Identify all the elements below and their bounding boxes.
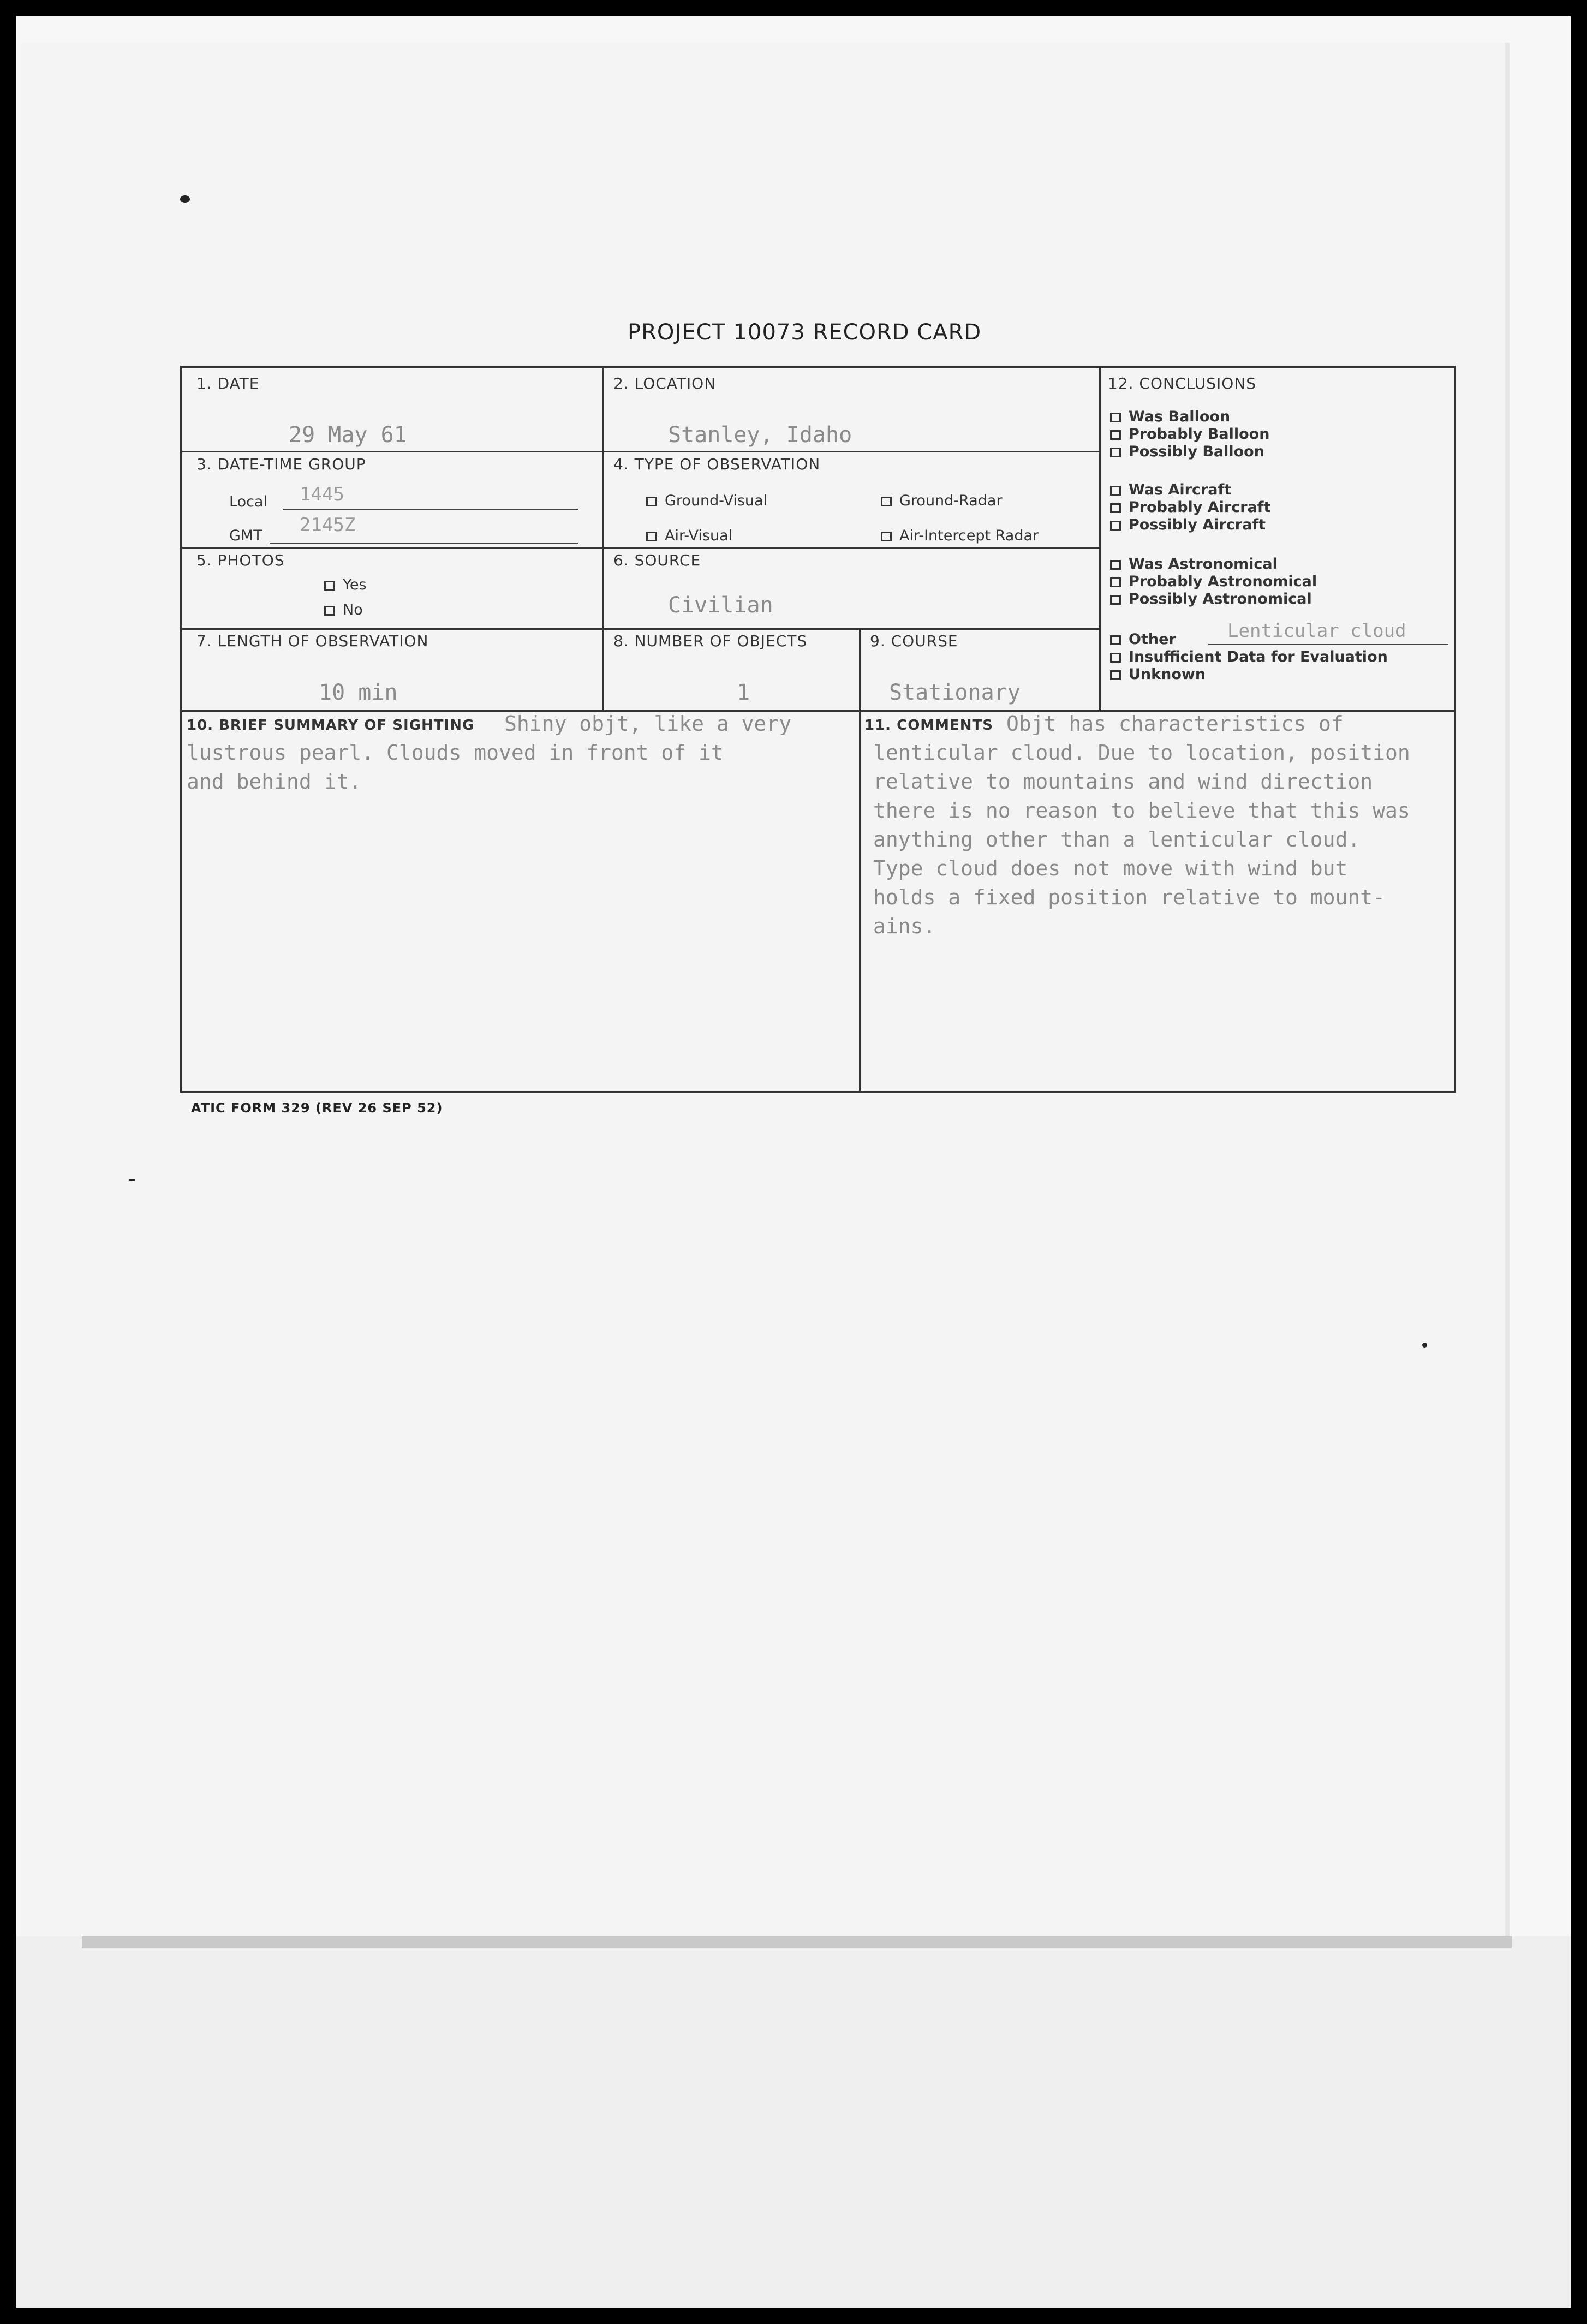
number-of-objects-value: 1 — [737, 680, 750, 705]
ground-radar-option: Ground-Radar — [881, 492, 1003, 509]
comments-line: Type cloud does not move with wind but — [873, 856, 1348, 880]
dust-speck — [129, 1179, 135, 1181]
grid-line — [182, 628, 1099, 630]
comments-line: anything other than a lenticular cloud. — [873, 827, 1361, 851]
checkbox-icon — [881, 532, 892, 541]
checkbox-icon — [1110, 448, 1121, 457]
conclusion-probably-balloon: Probably Balloon — [1110, 426, 1269, 443]
conclusion-other-value: Lenticular cloud — [1227, 620, 1406, 642]
length-label: 7. LENGTH OF OBSERVATION — [196, 632, 429, 650]
observation-type-label: 4. TYPE OF OBSERVATION — [613, 455, 821, 473]
source-value: Civilian — [668, 593, 773, 618]
date-value: 29 May 61 — [289, 422, 407, 448]
comments-label: 11. COMMENTS — [864, 717, 994, 734]
course-label: 9. COURSE — [870, 632, 958, 650]
dust-speck — [180, 195, 190, 203]
checkbox-icon — [324, 581, 335, 591]
checkbox-icon — [1110, 413, 1121, 422]
record-card-form — [180, 366, 1456, 1093]
date-label: 1. DATE — [196, 374, 260, 392]
conclusion-other: Other — [1110, 631, 1176, 648]
checkbox-icon — [1110, 430, 1121, 440]
comments-line: Objt has characteristics of — [1006, 712, 1344, 736]
checkbox-icon — [324, 606, 335, 616]
location-value: Stanley, Idaho — [668, 422, 852, 448]
checkbox-icon — [1110, 595, 1121, 605]
conclusion-was-balloon: Was Balloon — [1110, 408, 1230, 425]
conclusion-possibly-aircraft: Possibly Aircraft — [1110, 516, 1266, 533]
length-value: 10 min — [319, 680, 398, 705]
conclusion-probably-astronomical: Probably Astronomical — [1110, 573, 1317, 590]
checkbox-icon — [1110, 670, 1121, 680]
gmt-underline — [270, 543, 578, 544]
checkbox-icon — [1110, 560, 1121, 570]
conclusion-was-astronomical: Was Astronomical — [1110, 556, 1278, 573]
photos-yes-option: Yes — [324, 576, 367, 593]
page-edge-shadow — [82, 1936, 1512, 1948]
card-title: PROJECT 10073 RECORD CARD — [628, 320, 982, 345]
grid-line — [182, 451, 1099, 452]
conclusion-was-aircraft: Was Aircraft — [1110, 481, 1231, 498]
number-of-objects-label: 8. NUMBER OF OBJECTS — [613, 632, 808, 650]
checkbox-icon — [1110, 503, 1121, 513]
conclusion-unknown: Unknown — [1110, 666, 1206, 683]
grid-line — [602, 368, 604, 710]
checkbox-icon — [646, 497, 657, 506]
page-bottom-margin — [16, 1936, 1571, 2308]
checkbox-icon — [1110, 653, 1121, 663]
gmt-label: GMT — [229, 527, 262, 544]
local-time-label: Local — [229, 493, 267, 510]
course-value: Stationary — [889, 680, 1021, 705]
summary-line: and behind it. — [187, 770, 362, 794]
grid-line — [1099, 368, 1101, 710]
comments-line: relative to mountains and wind direction — [873, 770, 1373, 794]
air-intercept-radar-option: Air-Intercept Radar — [881, 527, 1039, 544]
conclusions-label: 12. CONCLUSIONS — [1108, 374, 1257, 392]
checkbox-icon — [1110, 486, 1121, 496]
form-number: ATIC FORM 329 (REV 26 SEP 52) — [191, 1100, 443, 1116]
photos-label: 5. PHOTOS — [196, 551, 285, 569]
air-visual-option: Air-Visual — [646, 527, 732, 544]
grid-line — [182, 547, 1099, 549]
conclusion-insufficient-data: Insufficient Data for Evaluation — [1110, 648, 1388, 665]
checkbox-icon — [646, 532, 657, 541]
local-time-value: 1445 — [300, 484, 344, 505]
comments-line: ains. — [873, 914, 936, 938]
source-label: 6. SOURCE — [613, 551, 701, 569]
summary-line: Shiny objt, like a very — [504, 712, 792, 736]
conclusion-probably-aircraft: Probably Aircraft — [1110, 499, 1270, 516]
date-time-group-label: 3. DATE-TIME GROUP — [196, 455, 366, 473]
comments-line: lenticular cloud. Due to location, position — [873, 741, 1410, 765]
conclusion-other-underline — [1208, 644, 1448, 645]
conclusion-possibly-astronomical: Possibly Astronomical — [1110, 591, 1312, 607]
local-time-underline — [283, 509, 578, 510]
ground-visual-option: Ground-Visual — [646, 492, 767, 509]
checkbox-icon — [1110, 577, 1121, 587]
comments-line: holds a fixed position relative to mount- — [873, 885, 1385, 909]
photos-no-option: No — [324, 601, 363, 618]
dust-speck — [1422, 1343, 1427, 1348]
checkbox-icon — [1110, 635, 1121, 645]
gmt-value: 2145Z — [300, 514, 356, 536]
grid-line — [859, 628, 861, 1093]
brief-summary-label: 10. BRIEF SUMMARY OF SIGHTING — [187, 717, 475, 734]
checkbox-icon — [1110, 521, 1121, 531]
comments-line: there is no reason to believe that this was — [873, 798, 1410, 823]
checkbox-icon — [881, 497, 892, 506]
location-label: 2. LOCATION — [613, 374, 717, 392]
conclusion-possibly-balloon: Possibly Balloon — [1110, 443, 1264, 460]
summary-line: lustrous pearl. Clouds moved in front of it — [187, 741, 724, 765]
